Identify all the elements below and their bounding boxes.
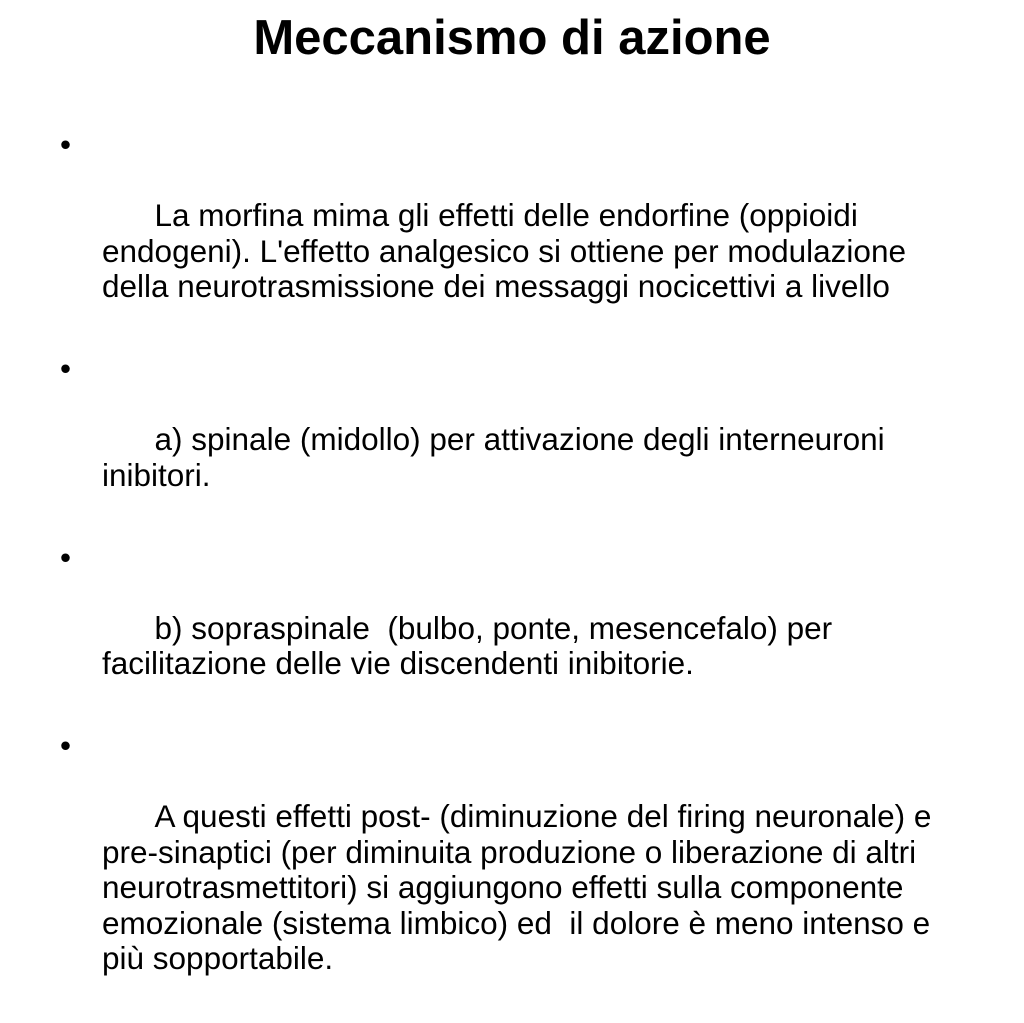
- bullet-item-1: [60, 127, 965, 340]
- bullet-text: La morfina mima gli effetti delle endorfine (oppioidi endogeni). L'effetto analgesico si ottiene per modulazione della neurotrasmissione dei messaggi nocicettivi a livello: [102, 197, 915, 304]
- bullet-text: b) sopraspinale (bulbo, ponte, mesencefalo) per facilitazione delle vie discendenti inibitorie.: [102, 609, 841, 681]
- bullet-list: [60, 127, 965, 1023]
- bullet-marker: •: [60, 538, 72, 575]
- bullet-marker: •: [60, 126, 72, 162]
- bullet-marker: •: [60, 350, 72, 386]
- slide-title: Meccanismo di azione: [253, 11, 771, 65]
- bullet-item-3: [60, 540, 965, 718]
- bullet-item-4: [60, 728, 965, 1012]
- bullet-marker: •: [60, 727, 72, 763]
- bullet-text: A questi effetti post- (diminuzione del firing neuronale) e pre-sinaptici (per diminuita produzione o liberazione di altri neurotrasmettitori) si aggiungono effetti sulla componente emozionale (sistema limbico) ed il dolore è meno intenso e più sopportabile.: [102, 798, 941, 976]
- bullet-text: a) spinale (midollo) per attivazione degli interneuroni inibitori.: [102, 421, 894, 493]
- bullet-item-2: [60, 351, 965, 529]
